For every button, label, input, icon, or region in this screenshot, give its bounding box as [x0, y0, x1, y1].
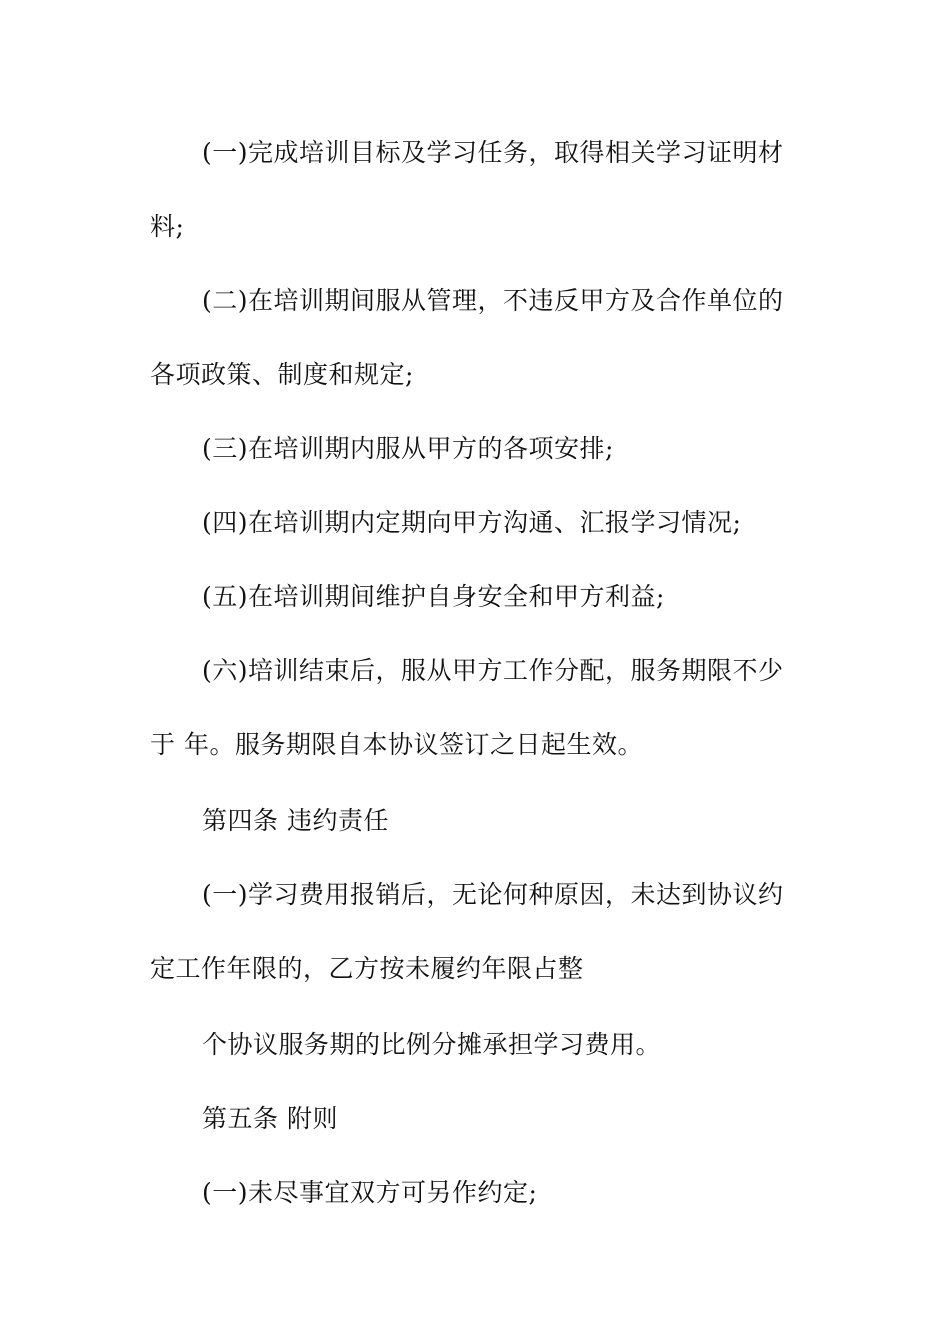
clause-3-item-2-line-2: 各项政策、制度和规定; — [150, 360, 414, 389]
clause-3-item-3: (三)在培训期内服从甲方的各项安排; — [202, 434, 614, 463]
clause-5-item-1: (一)未尽事宜双方可另作约定; — [202, 1178, 538, 1207]
clause-4-item-1-line-1: (一)学习费用报销后，无论何种原因，未达到协议约 — [202, 880, 784, 909]
clause-3-item-1-line-1: (一)完成培训目标及学习任务，取得相关学习证明材 — [202, 138, 784, 167]
clause-3-item-5: (五)在培训期间维护自身安全和甲方利益; — [202, 582, 665, 611]
clause-3-item-6-line-1: (六)培训结束后，服从甲方工作分配，服务期限不少 — [202, 656, 784, 685]
clause-3-item-4: (四)在培训期内定期向甲方沟通、汇报学习情况; — [202, 508, 742, 537]
clause-5-heading: 第五条 附则 — [202, 1104, 338, 1133]
clause-3-item-6-line-2: 于 年。服务期限自本协议签订之日起生效。 — [150, 730, 643, 759]
clause-4-item-1-line-2: 定工作年限的，乙方按未履约年限占整 — [150, 954, 584, 983]
clause-4-heading: 第四条 违约责任 — [202, 806, 389, 835]
clause-4-item-1-line-3: 个协议服务期的比例分摊承担学习费用。 — [202, 1030, 662, 1059]
clause-3-item-2-line-1: (二)在培训期间服从管理，不违反甲方及合作单位的 — [202, 286, 784, 315]
clause-3-item-1-line-2: 料; — [150, 212, 185, 241]
